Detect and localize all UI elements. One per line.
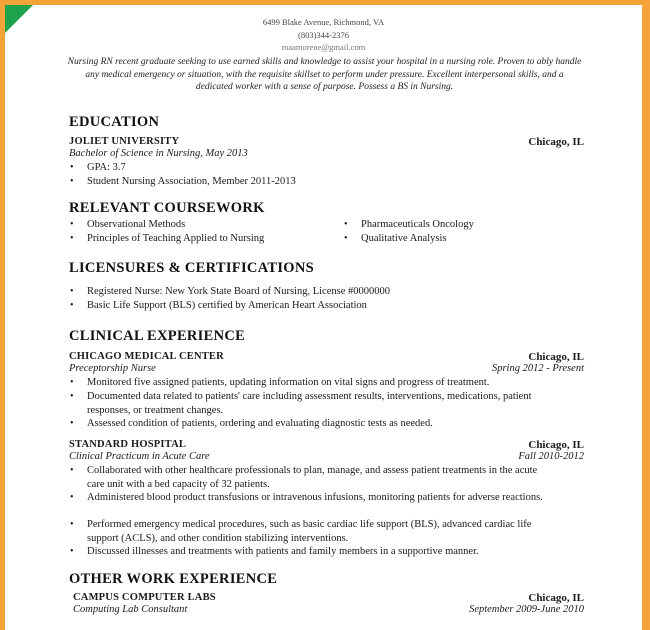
list-item: • Discussed illnesses and treatments with patients and family members in a supportive manner. (70, 546, 479, 557)
bullet-icon: • (344, 233, 348, 244)
bullet-icon: • (70, 300, 74, 311)
list-item: • Pharmaceuticals Oncology (344, 219, 474, 230)
bullet-icon: • (70, 377, 74, 388)
address: 6499 Blake Avenue, Richmond, VA (262, 17, 385, 27)
section-clinical-heading: CLINICAL EXPERIENCE (69, 328, 246, 344)
list-item: • Registered Nurse: New York State Board of Nursing, License #0000000 (70, 286, 390, 297)
employer-name: STANDARD HOSPITAL (69, 439, 187, 450)
section-coursework-heading: RELEVANT COURSEWORK (69, 200, 265, 216)
bullet-icon: • (70, 519, 74, 530)
list-item: • Student Nursing Association, Member 2011-2013 (70, 176, 296, 187)
list-item: • Qualitative Analysis (344, 233, 447, 244)
degree: Bachelor of Science in Nursing, May 2013 (69, 148, 248, 159)
section-other-heading: OTHER WORK EXPERIENCE (69, 571, 278, 587)
list-item: • Monitored five assigned patients, updating information on vital signs and progress of treatment. (70, 377, 490, 388)
job-dates: Fall 2010-2012 (518, 451, 584, 462)
list-item: • Principles of Teaching Applied to Nursing (70, 233, 265, 244)
list-item: • Documented data related to patients' care including assessment results, interventions, medications, patient responses, or treatment changes. (70, 391, 532, 416)
bullet-icon: • (70, 465, 74, 476)
employer-name: CAMPUS COMPUTER LABS (73, 592, 216, 603)
school-name: JOLIET UNIVERSITY (69, 136, 180, 147)
job-dates: Spring 2012 - Present (491, 363, 584, 374)
job-dates: September 2009-June 2010 (469, 604, 584, 615)
list-item: • Assessed condition of patients, ordering and evaluating diagnostic tests as needed. (70, 418, 433, 429)
email: maamorene@gmail.com (281, 42, 366, 52)
bullet-icon: • (70, 546, 74, 557)
bullet-icon: • (344, 219, 348, 230)
job-title: Clinical Practicum in Acute Care (69, 451, 210, 462)
bullet-icon: • (70, 391, 74, 402)
list-item: • Performed emergency medical procedures, such as basic cardiac life support (BLS), advanced cardiac life support (ACLS), and other condition stabilizing interventions. (70, 519, 532, 544)
bullet-icon: • (70, 176, 74, 187)
list-item: • Observational Methods (70, 219, 186, 230)
phone: (803)344-2376 (298, 30, 349, 40)
bullet-icon: • (70, 418, 74, 429)
list-item: • Collaborated with other healthcare professionals to plan, manage, and assess patient treatments in the acute care unit with a bed capacity of 32 patients. (70, 465, 538, 490)
school-location: Chicago, IL (528, 136, 584, 148)
list-item: • Administered blood product transfusions or intravenous infusions, monitoring patients for adverse reactions. (70, 492, 543, 503)
employer-name: CHICAGO MEDICAL CENTER (69, 351, 224, 362)
list-item: • GPA: 3.7 (70, 162, 126, 173)
bullet-icon: • (70, 492, 74, 503)
corner-fold-icon (5, 5, 33, 33)
bullet-icon: • (70, 219, 74, 230)
employer-location: Chicago, IL (528, 439, 584, 451)
bullet-icon: • (70, 162, 74, 173)
employer-location: Chicago, IL (528, 351, 584, 363)
employer-location: Chicago, IL (528, 592, 584, 604)
bullet-icon: • (70, 286, 74, 297)
section-education-heading: EDUCATION (69, 114, 160, 130)
job-title: Preceptorship Nurse (69, 363, 156, 374)
section-licensures-heading: LICENSURES & CERTIFICATIONS (69, 260, 315, 276)
objective: Nursing RN recent graduate seeking to use earned skills and knowledge to assist your hospital in a nursing role. Proven to ably handle any medical emergency or situation, with the requisite skillset to perform under pressure. Excellent interpersonal skills, and a dedicated worker with a sense of purpose. Possess a BS in Nursing. (67, 57, 582, 92)
list-item: • Basic Life Support (BLS) certified by American Heart Association (70, 300, 367, 311)
resume-page (5, 5, 642, 630)
job-title: Computing Lab Consultant (73, 604, 188, 615)
bullet-icon: • (70, 233, 74, 244)
